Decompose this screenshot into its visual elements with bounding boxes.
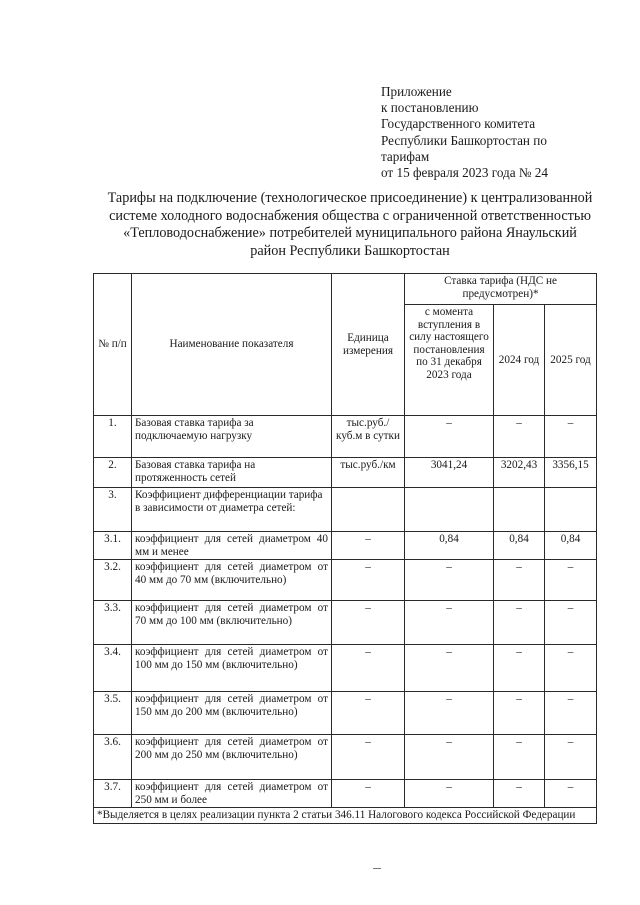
row-value-2024: 3202,43 xyxy=(494,458,545,488)
row-name: Базовая ставка тарифа за подключаемую нагрузку xyxy=(132,416,332,458)
row-num: 1. xyxy=(94,416,132,458)
row-value-2025: – xyxy=(545,416,597,458)
row-name: коэффициент для сетей диаметром 40 мм и менее xyxy=(132,532,332,560)
row-value-2023: 0,84 xyxy=(405,532,494,560)
appendix-line: тарифам xyxy=(381,148,430,164)
row-unit xyxy=(332,488,405,532)
document-title xyxy=(90,190,610,260)
header-rate: Ставка тарифа (НДС не предусмотрен)* xyxy=(405,274,597,305)
row-value-2025: – xyxy=(545,692,597,735)
appendix-line: Государственного комитета xyxy=(381,116,536,132)
row-name: коэффициент для сетей диаметром от 250 мм и более xyxy=(132,780,332,808)
row-num: 2. xyxy=(94,458,132,488)
row-name: коэффициент для сетей диаметром от 200 мм до 250 мм (включительно) xyxy=(132,735,332,780)
row-num: 3.4. xyxy=(94,645,132,692)
header-period-2024: 2024 год xyxy=(494,305,545,416)
row-value-2023: – xyxy=(405,692,494,735)
row-unit: – xyxy=(332,601,405,645)
table-row xyxy=(94,645,597,692)
row-value-2024: – xyxy=(494,735,545,780)
row-value-2024 xyxy=(494,488,545,532)
row-value-2023: – xyxy=(405,560,494,601)
appendix-line: от 15 февраля 2023 года № 24 xyxy=(381,165,548,181)
row-unit: – xyxy=(332,780,405,808)
table-row xyxy=(94,458,597,488)
row-value-2023 xyxy=(405,488,494,532)
row-value-2024: – xyxy=(494,780,545,808)
row-value-2023: – xyxy=(405,780,494,808)
title-line: район Республики Башкортостан xyxy=(250,242,450,259)
row-name: Коэффициент дифференциации тарифа в зависимости от диаметра сетей: xyxy=(132,488,332,532)
page-scan-mark xyxy=(373,868,381,869)
row-value-2025: – xyxy=(545,601,597,645)
row-value-2023: – xyxy=(405,416,494,458)
row-value-2024: – xyxy=(494,560,545,601)
row-value-2023: – xyxy=(405,601,494,645)
row-num: 3.7. xyxy=(94,780,132,808)
table-row xyxy=(94,735,597,780)
header-period-2025: 2025 год xyxy=(545,305,597,416)
table-row xyxy=(94,488,597,532)
row-name: коэффициент для сетей диаметром от 40 мм до 70 мм (включительно) xyxy=(132,560,332,601)
row-value-2025: – xyxy=(545,735,597,780)
row-value-2023: – xyxy=(405,735,494,780)
row-num: 3.3. xyxy=(94,601,132,645)
row-value-2024: – xyxy=(494,692,545,735)
table-row xyxy=(94,780,597,808)
row-name: коэффициент для сетей диаметром от 100 мм до 150 мм (включительно) xyxy=(132,645,332,692)
row-num: 3.5. xyxy=(94,692,132,735)
row-unit: – xyxy=(332,692,405,735)
row-value-2024: – xyxy=(494,416,545,458)
row-value-2023: 3041,24 xyxy=(405,458,494,488)
appendix-line: Приложение xyxy=(381,84,452,99)
table-row xyxy=(94,560,597,601)
row-unit: – xyxy=(332,532,405,560)
row-name: коэффициент для сетей диаметром от 150 мм до 200 мм (включительно) xyxy=(132,692,332,735)
title-line: «Тепловодоснабжение» потребителей муниципального района Янаульский xyxy=(123,225,577,242)
row-num: 3. xyxy=(94,488,132,532)
table-header-row xyxy=(94,274,597,305)
title-line: системе холодного водоснабжения общества с ограниченной ответственностью xyxy=(109,207,591,224)
header-name: Наименование показателя xyxy=(132,274,332,416)
row-unit: – xyxy=(332,645,405,692)
row-value-2024: – xyxy=(494,601,545,645)
row-value-2025: 3356,15 xyxy=(545,458,597,488)
appendix-line: к постановлению xyxy=(381,100,479,116)
appendix-block xyxy=(381,84,581,181)
row-name: Базовая ставка тарифа на протяженность сетей xyxy=(132,458,332,488)
row-value-2023: – xyxy=(405,645,494,692)
row-unit: тыс.руб./км xyxy=(332,458,405,488)
footnote: *Выделяется в целях реализации пункта 2 статьи 346.11 Налогового кодекса Российской Федерации xyxy=(94,808,597,824)
table-row xyxy=(94,692,597,735)
tariff-table xyxy=(93,273,597,824)
table-row xyxy=(94,416,597,458)
row-num: 3.1. xyxy=(94,532,132,560)
row-value-2024: – xyxy=(494,645,545,692)
row-unit: тыс.руб./ куб.м в сутки xyxy=(332,416,405,458)
row-value-2025 xyxy=(545,488,597,532)
row-num: 3.2. xyxy=(94,560,132,601)
table-footnote-row xyxy=(94,808,597,824)
header-unit: Единица измерения xyxy=(332,274,405,416)
row-num: 3.6. xyxy=(94,735,132,780)
row-value-2025: – xyxy=(545,560,597,601)
row-value-2025: – xyxy=(545,780,597,808)
header-num: № п/п xyxy=(94,274,132,416)
row-value-2025: – xyxy=(545,645,597,692)
row-unit: – xyxy=(332,735,405,780)
title-line: Тарифы на подключение (технологическое присоединение) к централизованной xyxy=(107,190,593,206)
row-value-2024: 0,84 xyxy=(494,532,545,560)
row-name: коэффициент для сетей диаметром от 70 мм до 100 мм (включительно) xyxy=(132,601,332,645)
appendix-line: Республики Башкортостан по xyxy=(381,132,547,148)
table-row xyxy=(94,532,597,560)
row-value-2025: 0,84 xyxy=(545,532,597,560)
table-row xyxy=(94,601,597,645)
row-unit: – xyxy=(332,560,405,601)
header-period-2023: с момента вступления в силу настоящего постановления по 31 декабря 2023 года xyxy=(405,305,494,416)
